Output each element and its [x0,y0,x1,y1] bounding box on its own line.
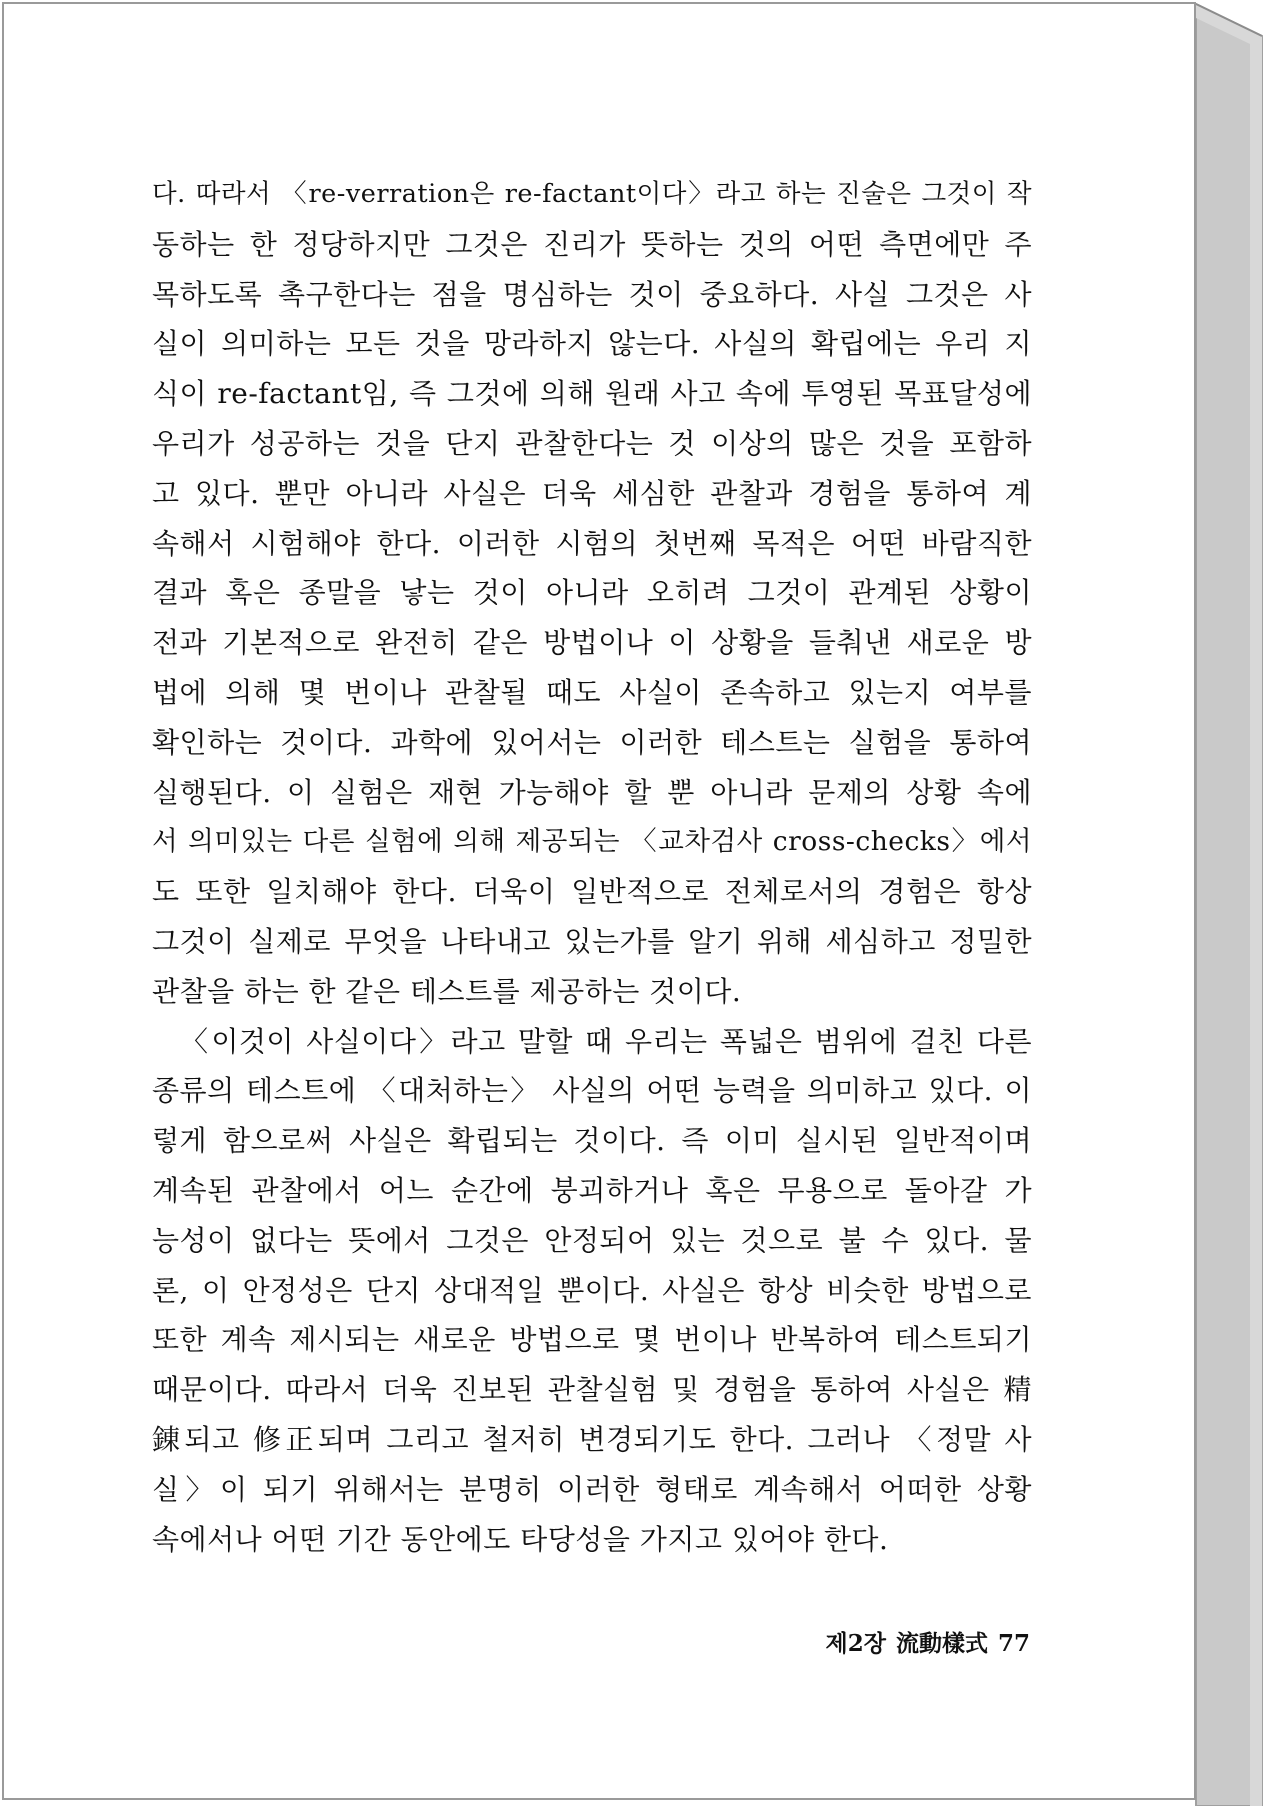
text-line: 렇게 함으로써 사실은 확립되는 것이다. 즉 이미 실시된 일반적이며 [152,1124,1032,1158]
text-line: 종류의 테스트에 〈대처하는〉 사실의 어떤 능력을 의미하고 있다. 이 [152,1074,1032,1108]
text-line: 그것이 실제로 무엇을 나타내고 있는가를 알기 위해 세심하고 정밀한 [152,924,1032,958]
text-line: 목하도록 촉구한다는 점을 명심하는 것이 중요하다. 사실 그것은 사 [152,277,1032,311]
text-line: 우리가 성공하는 것을 단지 관찰한다는 것 이상의 많은 것을 포함하 [152,426,1032,460]
text-line: 때문이다. 따라서 더욱 진보된 관찰실험 및 경험을 통하여 사실은 精 [152,1373,1032,1407]
page-footer [780,1625,1030,1658]
text-line: 전과 기본적으로 완전히 같은 방법이나 이 상황을 들춰낸 새로운 방 [152,626,1032,660]
text-line: 계속된 관찰에서 어느 순간에 붕괴하거나 혹은 무용으로 돌아갈 가 [152,1173,1032,1207]
text-line: 결과 혹은 종말을 낳는 것이 아니라 오히려 그것이 관계된 상황이 [152,576,1032,610]
text-line: 고 있다. 뿐만 아니라 사실은 더욱 세심한 관찰과 경험을 통하여 계 [152,476,1032,510]
text-line: 식이 re-factant임, 즉 그것에 의해 원래 사고 속에 투영된 목표달성에 [152,377,1032,411]
text-line: 법에 의해 몇 번이나 관찰될 때도 사실이 존속하고 있는지 여부를 [152,675,1032,709]
text-line: 확인하는 것이다. 과학에 있어서는 이러한 테스트는 실험을 통하여 [152,725,1032,759]
text-line: 동하는 한 정당하지만 그것은 진리가 뜻하는 것의 어떤 측면에만 주 [152,227,1032,261]
text-line: 도 또한 일치해야 한다. 더욱이 일반적으로 전체로서의 경험은 항상 [152,875,1032,909]
text-line: 錬되고 修正되며 그리고 철저히 변경되기도 한다. 그러나 〈정말 사 [152,1422,1032,1456]
chapter-label: 제2장 [825,1630,886,1657]
text-line: 서 의미있는 다른 실험에 의해 제공되는 〈교차검사 cross-checks〉에서 [152,826,1032,858]
text-line: 능성이 없다는 뜻에서 그것은 안정되어 있는 것으로 불 수 있다. 물 [152,1223,1032,1257]
text-line: 실이 의미하는 모든 것을 망라하지 않는다. 사실의 확립에는 우리 지 [152,327,1032,361]
text-line: 속해서 시험해야 한다. 이러한 시험의 첫번째 목적은 어떤 바람직한 [152,526,1032,560]
section-title: 流動樣式 [895,1630,988,1657]
text-line: 다. 따라서 〈re-verration은 re-factant이다〉라고 하는 진술은 그것이 작 [152,179,1032,209]
text-line: 〈이것이 사실이다〉라고 말할 때 우리는 폭넓은 범위에 걸친 다른 [180,1024,1032,1058]
body-text [152,170,1032,1564]
page-number: 77 [997,1630,1030,1657]
text-line: 실〉이 되기 위해서는 분명히 이러한 형태로 계속해서 어떠한 상황 [152,1472,1032,1506]
text-line: 실행된다. 이 실험은 재현 가능해야 할 뿐 아니라 문제의 상황 속에 [152,775,1032,809]
text-line: 론, 이 안정성은 단지 상대적일 뿐이다. 사실은 항상 비슷한 방법으로 [152,1273,1032,1307]
text-line: 속에서나 어떤 기간 동안에도 타당성을 가지고 있어야 한다. [152,1522,889,1556]
text-line: 또한 계속 제시되는 새로운 방법으로 몇 번이나 반복하여 테스트되기 [152,1323,1032,1357]
text-line: 관찰을 하는 한 같은 테스트를 제공하는 것이다. [152,974,742,1008]
